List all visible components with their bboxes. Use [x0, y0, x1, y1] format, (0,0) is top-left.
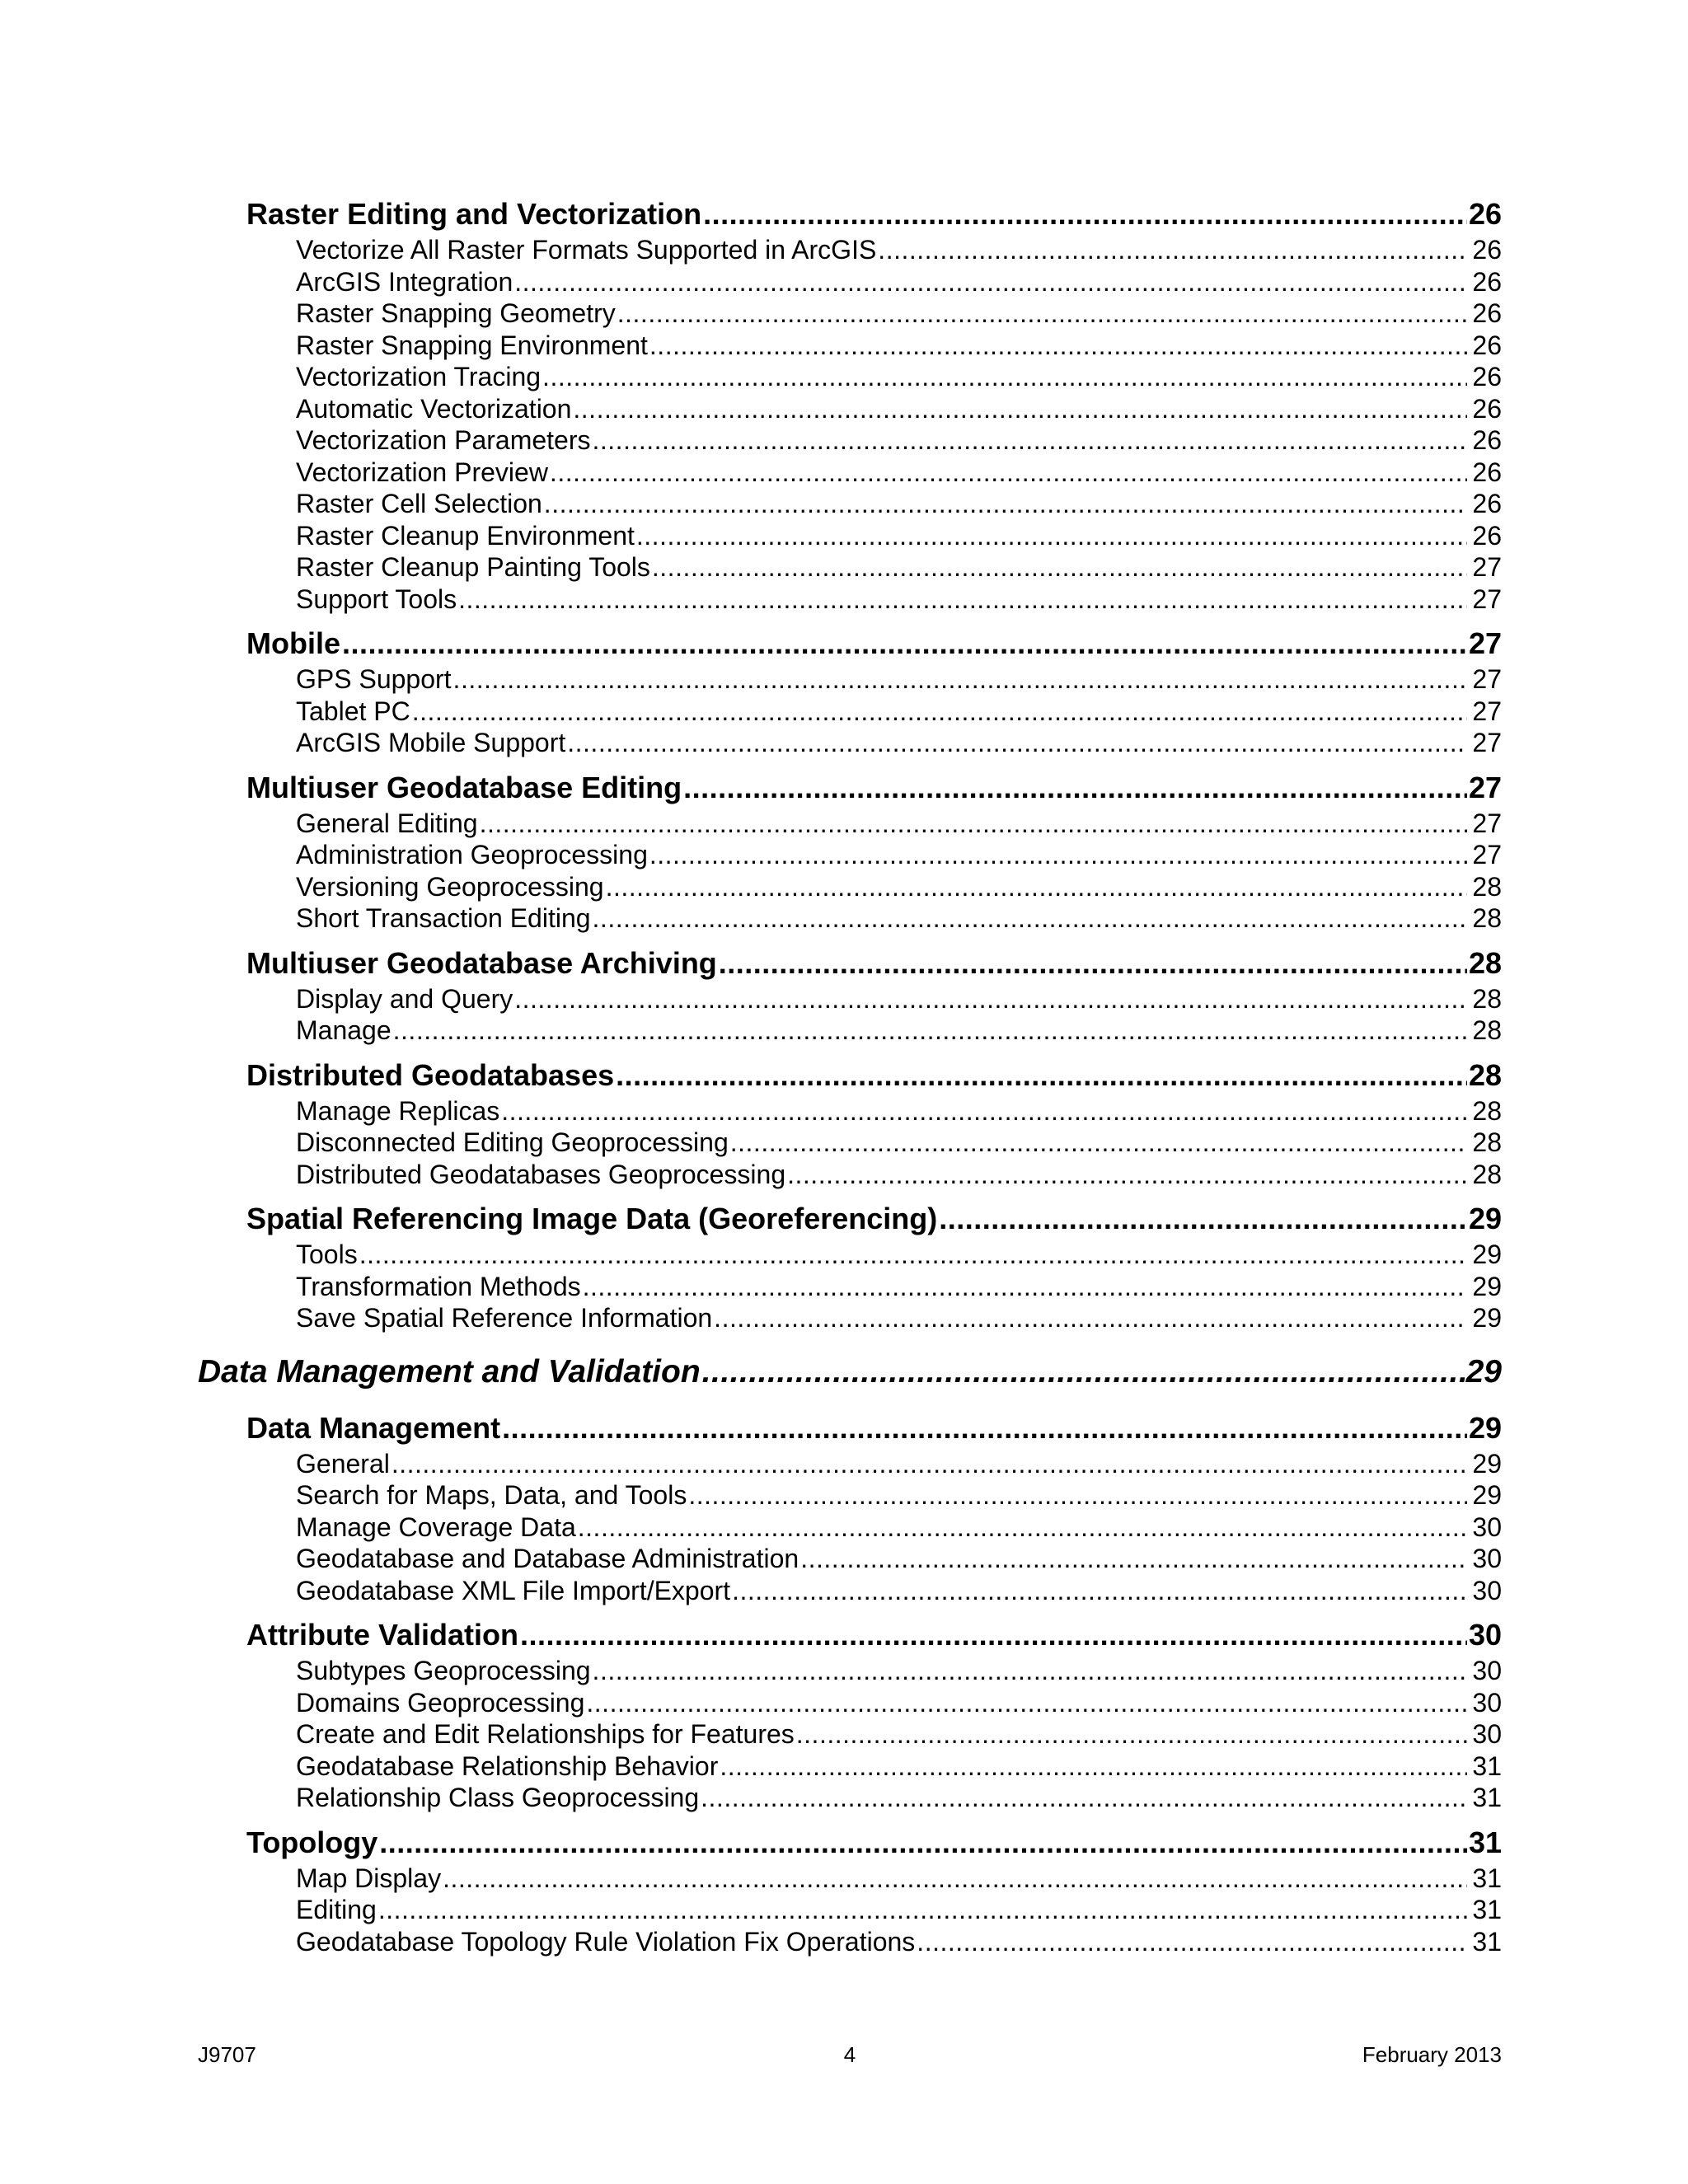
- toc-entry-title: Administration Geoprocessing: [296, 840, 648, 869]
- toc-dot-leader: [583, 1271, 1468, 1303]
- toc-entry-title: Topology: [246, 1825, 378, 1859]
- toc-dot-leader: [616, 1056, 1467, 1095]
- toc-dot-leader: [683, 768, 1467, 808]
- toc-entry-page: 28: [1472, 1095, 1502, 1126]
- toc-entry-page: 30: [1472, 1656, 1502, 1685]
- toc-dot-leader: [593, 1655, 1468, 1687]
- toc-entry-title: Raster Cleanup Painting Tools: [296, 552, 650, 582]
- toc-entry-title: Distributed Geodatabases Geoprocessing: [296, 1159, 786, 1189]
- toc-entry-page: 30: [1468, 1618, 1502, 1652]
- toc-dot-leader: [720, 1750, 1467, 1783]
- toc-dot-leader: [719, 944, 1467, 983]
- toc-entry-title: Data Management and Validation: [198, 1353, 701, 1390]
- toc-dot-leader: [939, 1199, 1467, 1239]
- toc-entry-level-3[interactable]: [296, 808, 1502, 840]
- toc-entry-page: 26: [1468, 197, 1502, 231]
- toc-entry-title: Vectorize All Raster Formats Supported in ArcGIS: [296, 235, 877, 265]
- toc-dot-leader: [393, 1015, 1468, 1047]
- toc-entry-level-3[interactable]: [296, 696, 1502, 728]
- toc-entry-level-3[interactable]: [296, 1863, 1502, 1895]
- toc-dot-leader: [606, 871, 1468, 903]
- toc-entry-title: Manage: [296, 1015, 392, 1045]
- toc-entry-level-3[interactable]: [296, 266, 1502, 298]
- toc-entry-page: 28: [1472, 983, 1502, 1014]
- toc-entry-level-2[interactable]: [246, 768, 1502, 808]
- toc-entry-page: 26: [1472, 330, 1502, 360]
- toc-entry-title: Domains Geoprocessing: [296, 1687, 585, 1718]
- toc-entry-level-3[interactable]: [296, 234, 1502, 266]
- toc-dot-leader: [703, 194, 1467, 234]
- toc-entry-level-3[interactable]: [296, 1687, 1502, 1719]
- toc-dot-leader: [878, 234, 1467, 266]
- toc-entry-page: 26: [1472, 362, 1502, 391]
- toc-entry-title: Create and Edit Relationships for Features: [296, 1719, 795, 1749]
- toc-entry-level-3[interactable]: [296, 1271, 1502, 1303]
- toc-entry-title: Search for Maps, Data, and Tools: [296, 1480, 687, 1510]
- toc-entry-title: Display and Query: [296, 983, 513, 1014]
- toc-entry-title: Data Management: [246, 1410, 501, 1445]
- toc-entry-title: Editing: [296, 1895, 377, 1924]
- toc-dot-leader: [649, 839, 1468, 871]
- toc-entry-level-2[interactable]: [246, 194, 1502, 234]
- toc-entry-level-3[interactable]: [296, 871, 1502, 903]
- toc-entry-title: Tablet PC: [296, 696, 410, 726]
- toc-entry-title: Geodatabase Relationship Behavior: [296, 1750, 719, 1781]
- toc-entry-page: 26: [1472, 235, 1502, 265]
- toc-entry-page: 29: [1472, 1303, 1502, 1333]
- toc-dot-leader: [701, 1782, 1467, 1814]
- toc-dot-leader: [443, 1863, 1467, 1895]
- toc-entry-page: 29: [1472, 1480, 1502, 1510]
- toc-entry-level-3[interactable]: [296, 520, 1502, 552]
- toc-entry-title: Transformation Methods: [296, 1271, 581, 1301]
- toc-entry-title: Relationship Class Geoprocessing: [296, 1783, 700, 1812]
- toc-entry-title: Subtypes Geoprocessing: [296, 1656, 591, 1685]
- toc-entry-title: Manage Coverage Data: [296, 1511, 576, 1542]
- toc-entry-level-3[interactable]: [296, 1718, 1502, 1750]
- toc-entry-level-2[interactable]: [246, 1615, 1502, 1655]
- toc-dot-leader: [359, 1239, 1468, 1271]
- toc-entry-level-3[interactable]: [296, 1655, 1502, 1687]
- toc-entry-level-3[interactable]: [296, 298, 1502, 330]
- toc-entry-level-3[interactable]: [296, 1750, 1502, 1783]
- toc-dot-leader: [617, 298, 1468, 330]
- toc-entry-page: 29: [1465, 1353, 1502, 1390]
- toc-dot-leader: [458, 583, 1467, 616]
- toc-dot-leader: [453, 663, 1468, 696]
- toc-entry-title: Map Display: [296, 1863, 442, 1893]
- toc-entry-title: Raster Snapping Geometry: [296, 298, 616, 328]
- toc-dot-leader: [379, 1823, 1467, 1863]
- toc-entry-page: 28: [1472, 1159, 1502, 1189]
- toc-entry-title: Raster Editing and Vectorization: [246, 197, 702, 231]
- toc-entry-title: Save Spatial Reference Information: [296, 1303, 713, 1333]
- toc-entry-page: 31: [1468, 1825, 1502, 1859]
- toc-entry-page: 28: [1472, 903, 1502, 933]
- toc-entry-level-3[interactable]: [296, 1159, 1502, 1191]
- toc-entry-page: 31: [1472, 1895, 1502, 1924]
- toc-entry-title: Vectorization Preview: [296, 457, 548, 487]
- toc-entry-level-3[interactable]: [296, 1479, 1502, 1511]
- toc-entry-page: 26: [1472, 425, 1502, 455]
- toc-dot-leader: [378, 1894, 1468, 1926]
- toc-dot-leader: [702, 1351, 1465, 1394]
- toc-dot-leader: [514, 266, 1467, 298]
- toc-entry-title: Vectorization Parameters: [296, 425, 591, 455]
- toc-entry-page: 28: [1472, 871, 1502, 902]
- toc-entry-level-3[interactable]: [296, 457, 1502, 489]
- toc-dot-leader: [800, 1543, 1467, 1575]
- toc-dot-leader: [652, 551, 1468, 583]
- toc-entry-title: Mobile: [246, 626, 340, 660]
- toc-entry-page: 30: [1472, 1575, 1502, 1605]
- toc-entry-page: 28: [1468, 1057, 1502, 1092]
- toc-dot-leader: [520, 1615, 1467, 1655]
- toc-entry-page: 26: [1472, 520, 1502, 551]
- toc-entry-level-1[interactable]: [198, 1351, 1502, 1394]
- toc-dot-leader: [342, 624, 1467, 663]
- toc-entry-level-3[interactable]: [296, 1015, 1502, 1047]
- toc-dot-leader: [567, 727, 1467, 759]
- toc-entry-title: Geodatabase and Database Administration: [296, 1544, 799, 1573]
- toc-entry-page: 27: [1472, 808, 1502, 838]
- toc-dot-leader: [550, 457, 1467, 489]
- toc-entry-level-3[interactable]: [296, 1543, 1502, 1575]
- toc-entry-page: 26: [1472, 298, 1502, 328]
- toc-entry-level-3[interactable]: [296, 1095, 1502, 1127]
- toc-entry-page: 31: [1472, 1863, 1502, 1893]
- toc-dot-leader: [593, 902, 1468, 935]
- toc-entry-level-2[interactable]: [246, 1056, 1502, 1095]
- toc-entry-page: 28: [1472, 1015, 1502, 1045]
- toc-entry-level-3[interactable]: [296, 1782, 1502, 1814]
- toc-entry-level-2[interactable]: [246, 1408, 1502, 1448]
- toc-entry-page: 27: [1472, 840, 1502, 869]
- footer-date: February 2013: [1362, 2042, 1502, 2067]
- toc-entry-page: 30: [1472, 1687, 1502, 1718]
- toc-entry-level-2[interactable]: [246, 1823, 1502, 1863]
- toc-entry-title: Automatic Vectorization: [296, 393, 572, 424]
- toc-entry-level-3[interactable]: [296, 983, 1502, 1015]
- toc-dot-leader: [542, 361, 1467, 393]
- toc-dot-leader: [649, 330, 1468, 362]
- toc-entry-page: 29: [1472, 1240, 1502, 1269]
- toc-entry-page: 26: [1472, 266, 1502, 297]
- toc-entry-title: Multiuser Geodatabase Archiving: [246, 945, 717, 980]
- toc-entry-title: Disconnected Editing Geoprocessing: [296, 1127, 729, 1157]
- toc-entry-page: 30: [1472, 1511, 1502, 1542]
- toc-entry-level-3[interactable]: [296, 1302, 1502, 1334]
- toc-dot-leader: [593, 424, 1468, 457]
- toc-entry-page: 27: [1472, 696, 1502, 726]
- toc-entry-title: ArcGIS Mobile Support: [296, 728, 566, 757]
- toc-dot-leader: [502, 1408, 1467, 1448]
- toc-entry-level-3[interactable]: [296, 583, 1502, 616]
- toc-dot-leader: [730, 1127, 1468, 1159]
- toc-entry-page: 30: [1472, 1544, 1502, 1573]
- toc-entry-title: Short Transaction Editing: [296, 903, 591, 933]
- toc-entry-page: 31: [1472, 1783, 1502, 1812]
- toc-entry-level-3[interactable]: [296, 551, 1502, 583]
- toc-entry-page: 28: [1472, 1127, 1502, 1157]
- toc-dot-leader: [636, 520, 1468, 552]
- toc-entry-level-2[interactable]: [246, 944, 1502, 983]
- toc-dot-leader: [544, 488, 1468, 520]
- toc-entry-level-3[interactable]: [296, 1511, 1502, 1544]
- toc-entry-title: Raster Cell Selection: [296, 489, 542, 518]
- toc-entry-title: General: [296, 1448, 390, 1479]
- toc-entry-level-3[interactable]: [296, 1239, 1502, 1271]
- toc-entry-level-2[interactable]: [246, 624, 1502, 663]
- toc-dot-leader: [688, 1479, 1467, 1511]
- toc-entry-page: 27: [1472, 728, 1502, 757]
- toc-entry-level-3[interactable]: [296, 663, 1502, 696]
- toc-entry-level-3[interactable]: [296, 361, 1502, 393]
- toc-dot-leader: [573, 393, 1467, 425]
- toc-dot-leader: [392, 1448, 1468, 1480]
- toc-entry-page: 29: [1472, 1448, 1502, 1479]
- toc-entry-page: 27: [1472, 552, 1502, 582]
- toc-entry-title: ArcGIS Integration: [296, 266, 513, 297]
- toc-entry-page: 28: [1468, 945, 1502, 980]
- toc-entry-page: 29: [1468, 1202, 1502, 1235]
- toc-entry-level-3[interactable]: [296, 393, 1502, 425]
- toc-entry-page: 26: [1472, 457, 1502, 487]
- toc-entry-level-3[interactable]: [296, 1448, 1502, 1480]
- toc-entry-level-3[interactable]: [296, 1894, 1502, 1926]
- toc-dot-leader: [514, 983, 1467, 1015]
- toc-entry-title: Geodatabase Topology Rule Violation Fix Operations: [296, 1926, 916, 1957]
- toc-entry-title: Support Tools: [296, 583, 457, 614]
- toc-dot-leader: [480, 808, 1468, 840]
- toc-dot-leader: [578, 1511, 1468, 1544]
- toc-entry-level-3[interactable]: [296, 839, 1502, 871]
- toc-entry-level-2[interactable]: [246, 1199, 1502, 1239]
- footer-page-number: 4: [843, 2042, 856, 2067]
- toc-entry-title: Manage Replicas: [296, 1095, 500, 1126]
- toc-dot-leader: [732, 1575, 1467, 1607]
- toc-entry-title: Multiuser Geodatabase Editing: [246, 770, 682, 804]
- toc-entry-title: Raster Cleanup Environment: [296, 520, 635, 551]
- table-of-contents: [198, 194, 1502, 1957]
- toc-entry-title: Tools: [296, 1240, 358, 1269]
- toc-entry-page: 29: [1468, 1410, 1502, 1445]
- toc-entry-page: 27: [1468, 770, 1502, 804]
- toc-entry-page: 26: [1472, 489, 1502, 518]
- toc-entry-level-3[interactable]: [296, 488, 1502, 520]
- toc-entry-page: 27: [1468, 626, 1502, 660]
- toc-entry-level-3[interactable]: [296, 1127, 1502, 1159]
- toc-dot-leader: [714, 1302, 1467, 1334]
- toc-dot-leader: [586, 1687, 1467, 1719]
- toc-dot-leader: [796, 1718, 1468, 1750]
- toc-entry-page: 26: [1472, 393, 1502, 424]
- toc-entry-page: 31: [1472, 1750, 1502, 1781]
- toc-entry-title: Vectorization Tracing: [296, 362, 542, 391]
- toc-entry-title: Versioning Geoprocessing: [296, 871, 604, 902]
- toc-entry-page: 31: [1472, 1926, 1502, 1957]
- toc-dot-leader: [787, 1159, 1467, 1191]
- toc-entry-level-3[interactable]: [296, 902, 1502, 935]
- toc-entry-level-3[interactable]: [296, 424, 1502, 457]
- toc-entry-page: 30: [1472, 1719, 1502, 1749]
- toc-entry-title: Geodatabase XML File Import/Export: [296, 1575, 731, 1605]
- toc-entry-title: Spatial Referencing Image Data (Georeferencing): [246, 1202, 938, 1235]
- toc-dot-leader: [412, 696, 1468, 728]
- toc-entry-title: General Editing: [296, 808, 478, 838]
- toc-entry-title: Distributed Geodatabases: [246, 1057, 615, 1092]
- toc-entry-title: Raster Snapping Environment: [296, 330, 648, 360]
- toc-dot-leader: [501, 1095, 1467, 1127]
- toc-entry-level-3[interactable]: [296, 1575, 1502, 1607]
- toc-entry-level-3[interactable]: [296, 1926, 1502, 1958]
- toc-entry-level-3[interactable]: [296, 727, 1502, 759]
- toc-entry-page: 27: [1472, 664, 1502, 694]
- toc-dot-leader: [917, 1926, 1467, 1958]
- toc-entry-title: GPS Support: [296, 664, 452, 694]
- toc-entry-page: 29: [1472, 1271, 1502, 1301]
- page-footer: [198, 2042, 1502, 2075]
- footer-doc-id: J9707: [198, 2042, 256, 2067]
- toc-entry-title: Attribute Validation: [246, 1618, 519, 1652]
- toc-entry-level-3[interactable]: [296, 330, 1502, 362]
- toc-entry-page: 27: [1472, 583, 1502, 614]
